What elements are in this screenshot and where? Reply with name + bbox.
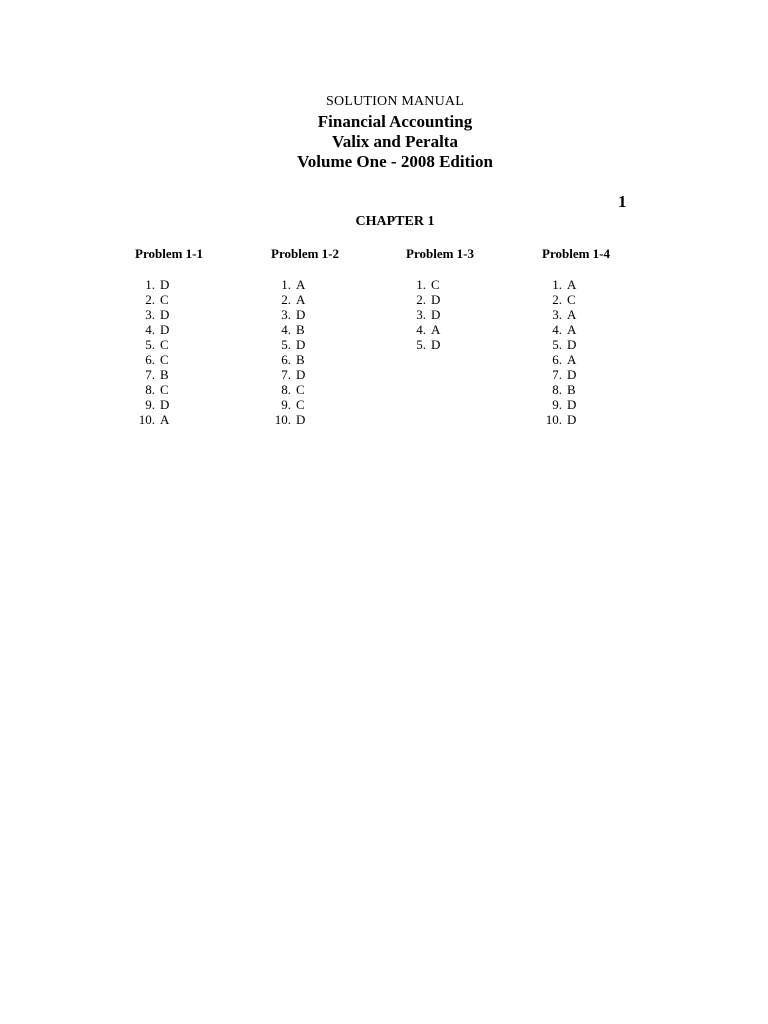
page-number: 1 bbox=[618, 192, 627, 211]
answer-value: D bbox=[160, 322, 170, 337]
answer-value: D bbox=[160, 277, 170, 292]
answer-value: A bbox=[296, 292, 306, 307]
problem-heading: Problem 1-3 bbox=[406, 246, 474, 261]
answer-list bbox=[542, 277, 672, 427]
answer-value: A bbox=[431, 322, 441, 337]
answer-value: D bbox=[296, 412, 306, 427]
answer-value: A bbox=[567, 307, 577, 322]
answer-item bbox=[406, 337, 536, 352]
answer-item bbox=[271, 322, 401, 337]
answer-number: 5. bbox=[416, 337, 426, 352]
answer-value: A bbox=[296, 277, 306, 292]
answer-number: 2. bbox=[281, 292, 291, 307]
answer-item bbox=[271, 397, 401, 412]
answer-value: A bbox=[567, 277, 577, 292]
answer-number: 3. bbox=[281, 307, 291, 322]
answer-item bbox=[135, 412, 265, 427]
answer-value: C bbox=[160, 337, 169, 352]
answer-value: D bbox=[431, 292, 441, 307]
answer-value: D bbox=[160, 397, 170, 412]
book-edition: Volume One - 2008 Edition bbox=[297, 152, 493, 171]
answer-item bbox=[271, 382, 401, 397]
answer-item bbox=[271, 367, 401, 382]
answer-item bbox=[271, 277, 401, 292]
answer-item bbox=[542, 322, 672, 337]
answer-number: 4. bbox=[145, 322, 155, 337]
answer-value: D bbox=[567, 397, 577, 412]
answer-value: D bbox=[296, 337, 306, 352]
answer-item bbox=[542, 277, 672, 292]
answer-value: B bbox=[296, 322, 305, 337]
answer-number: 2. bbox=[145, 292, 155, 307]
problem-column-1-2 bbox=[271, 245, 401, 427]
book-title: Financial Accounting bbox=[317, 112, 473, 131]
answer-number: 3. bbox=[145, 307, 155, 322]
problem-heading: Problem 1-4 bbox=[542, 246, 610, 261]
answer-item bbox=[135, 397, 265, 412]
answer-item bbox=[271, 307, 401, 322]
answer-number: 8. bbox=[552, 382, 562, 397]
answer-number: 8. bbox=[145, 382, 155, 397]
answer-list bbox=[271, 277, 401, 427]
answer-value: B bbox=[567, 382, 576, 397]
answer-value: C bbox=[296, 397, 305, 412]
problem-column-1-3 bbox=[406, 245, 536, 352]
answer-item bbox=[542, 367, 672, 382]
manual-label: SOLUTION MANUAL bbox=[326, 94, 464, 109]
answer-item bbox=[542, 337, 672, 352]
answer-value: D bbox=[567, 367, 577, 382]
answer-number: 5. bbox=[552, 337, 562, 352]
answer-item bbox=[406, 322, 536, 337]
problem-heading: Problem 1-1 bbox=[135, 246, 203, 261]
answer-item bbox=[271, 412, 401, 427]
answer-number: 1. bbox=[145, 277, 155, 292]
answer-number: 6. bbox=[145, 352, 155, 367]
answer-item bbox=[406, 277, 536, 292]
answer-number: 10. bbox=[274, 412, 291, 427]
answer-value: C bbox=[160, 382, 169, 397]
problem-column-1-1 bbox=[135, 245, 265, 427]
problem-column-1-4 bbox=[542, 245, 672, 427]
answer-number: 1. bbox=[552, 277, 562, 292]
answer-item bbox=[135, 292, 265, 307]
answer-item bbox=[135, 382, 265, 397]
answer-item bbox=[406, 307, 536, 322]
answer-value: C bbox=[567, 292, 576, 307]
answer-number: 7. bbox=[552, 367, 562, 382]
answer-value: D bbox=[431, 307, 441, 322]
answer-value: D bbox=[567, 412, 577, 427]
answer-number: 10. bbox=[138, 412, 155, 427]
title-block bbox=[0, 92, 768, 172]
answer-item bbox=[542, 352, 672, 367]
answer-number: 10. bbox=[545, 412, 562, 427]
answer-value: A bbox=[567, 322, 577, 337]
answer-item bbox=[542, 382, 672, 397]
answer-number: 1. bbox=[281, 277, 291, 292]
answer-number: 5. bbox=[145, 337, 155, 352]
answer-list bbox=[135, 277, 265, 427]
answer-value: C bbox=[296, 382, 305, 397]
book-authors: Valix and Peralta bbox=[332, 132, 458, 151]
answer-value: C bbox=[431, 277, 440, 292]
answer-value: C bbox=[160, 352, 169, 367]
answer-number: 8. bbox=[281, 382, 291, 397]
answer-value: D bbox=[160, 307, 170, 322]
answer-number: 7. bbox=[145, 367, 155, 382]
answer-list bbox=[406, 277, 536, 352]
answer-item bbox=[406, 292, 536, 307]
answer-number: 4. bbox=[416, 322, 426, 337]
answer-item bbox=[271, 352, 401, 367]
answer-value: D bbox=[296, 367, 306, 382]
answer-item bbox=[271, 292, 401, 307]
answer-number: 7. bbox=[281, 367, 291, 382]
problem-heading: Problem 1-2 bbox=[271, 246, 339, 261]
answer-number: 9. bbox=[552, 397, 562, 412]
answer-value: D bbox=[296, 307, 306, 322]
answer-number: 6. bbox=[281, 352, 291, 367]
answer-number: 1. bbox=[416, 277, 426, 292]
answer-item bbox=[135, 322, 265, 337]
answer-number: 2. bbox=[552, 292, 562, 307]
answer-value: D bbox=[567, 337, 577, 352]
answer-number: 5. bbox=[281, 337, 291, 352]
answer-number: 4. bbox=[281, 322, 291, 337]
answer-item bbox=[542, 412, 672, 427]
answer-item bbox=[135, 367, 265, 382]
answer-item bbox=[542, 307, 672, 322]
answer-item bbox=[135, 337, 265, 352]
answer-number: 2. bbox=[416, 292, 426, 307]
answer-item bbox=[542, 397, 672, 412]
answer-number: 3. bbox=[552, 307, 562, 322]
answer-value: B bbox=[296, 352, 305, 367]
answer-value: B bbox=[160, 367, 169, 382]
answer-value: A bbox=[567, 352, 577, 367]
answer-item bbox=[271, 337, 401, 352]
answer-item bbox=[135, 277, 265, 292]
answer-number: 6. bbox=[552, 352, 562, 367]
answer-item bbox=[135, 307, 265, 322]
answer-number: 9. bbox=[145, 397, 155, 412]
answer-number: 4. bbox=[552, 322, 562, 337]
answer-value: A bbox=[160, 412, 170, 427]
answer-item bbox=[135, 352, 265, 367]
answer-number: 3. bbox=[416, 307, 426, 322]
answer-value: C bbox=[160, 292, 169, 307]
answer-value: D bbox=[431, 337, 441, 352]
chapter-heading: CHAPTER 1 bbox=[355, 214, 435, 229]
answer-number: 9. bbox=[281, 397, 291, 412]
answer-item bbox=[542, 292, 672, 307]
